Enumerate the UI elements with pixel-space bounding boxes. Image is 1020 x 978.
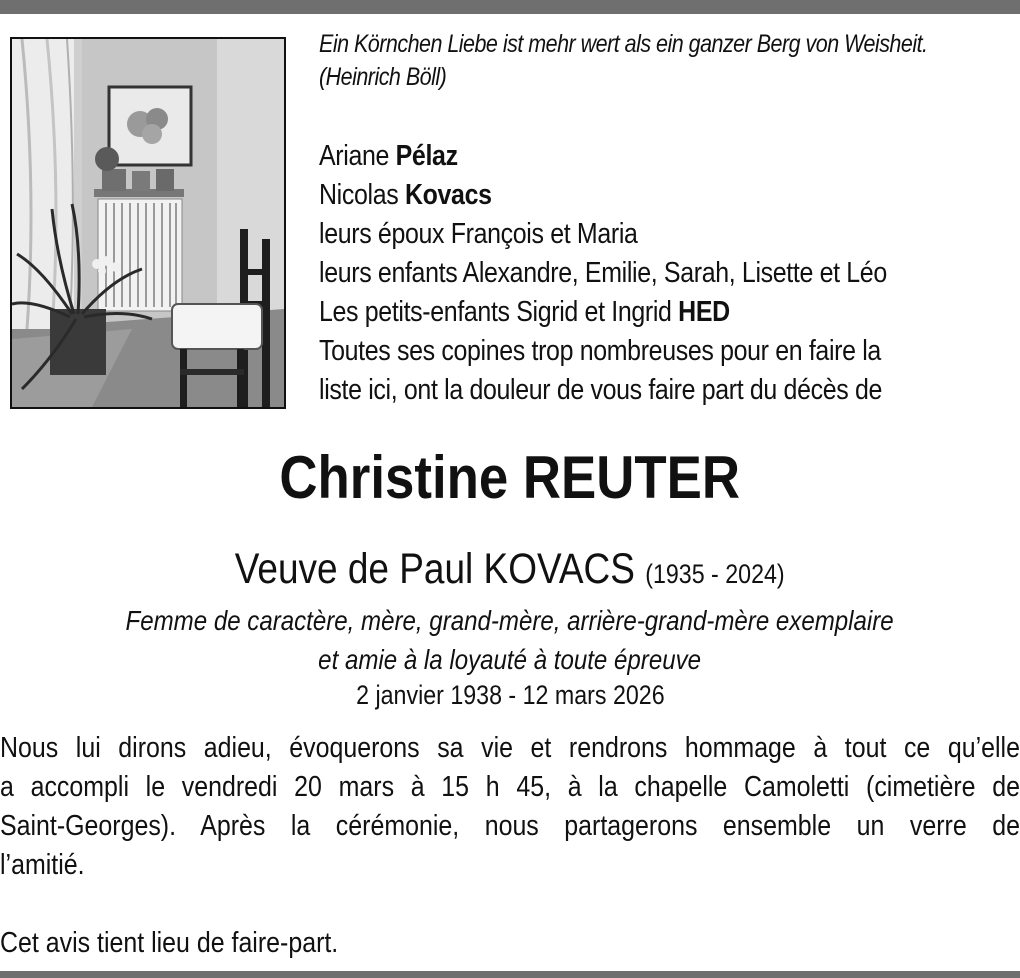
deceased-name-text: Christine REUTER bbox=[279, 444, 741, 511]
paragraph-line: Saint-Georges). Après la cérémonie, nous partagerons ensemble un verre de bbox=[0, 810, 1020, 842]
interior-photo-icon bbox=[12, 39, 284, 407]
given-name: Nicolas bbox=[319, 179, 399, 211]
family-list bbox=[319, 137, 1007, 410]
life-dates bbox=[0, 677, 1020, 713]
paragraph-line: l’amitié. bbox=[0, 849, 85, 881]
family-line: leurs enfants Alexandre, Emilie, Sarah, Lisette et Léo bbox=[319, 257, 887, 289]
notice-line bbox=[0, 924, 1020, 963]
description bbox=[0, 601, 1020, 679]
epigraph-quote bbox=[319, 28, 1007, 94]
ceremony-paragraph bbox=[0, 729, 1020, 885]
life-dates-text: 2 janvier 1938 - 12 mars 2026 bbox=[355, 680, 665, 710]
paragraph-line: Nous lui dirons adieu, évoquerons sa vie et rendrons hommage à tout ce qu’elle bbox=[0, 732, 1020, 764]
family-line: Toutes ses copines trop nombreuses pour en faire la bbox=[319, 335, 881, 367]
family-line: liste ici, ont la douleur de vous faire part du décès de bbox=[319, 374, 883, 406]
quote-author: (Heinrich Böll) bbox=[319, 63, 447, 91]
widow-line bbox=[0, 543, 1020, 600]
family-line: leurs époux François et Maria bbox=[319, 218, 638, 250]
paragraph-line: a accompli le vendredi 20 mars à 15 h 45, à la chapelle Camoletti (cimetière de bbox=[0, 771, 1020, 803]
family-line bbox=[319, 293, 1007, 332]
description-line: et amie à la loyauté à toute épreuve bbox=[318, 644, 702, 675]
grandchildren-text: Les petits-enfants Sigrid et Ingrid bbox=[319, 296, 672, 328]
bottom-rule bbox=[0, 971, 1020, 978]
deceased-name bbox=[0, 443, 1020, 513]
family-line bbox=[319, 137, 1007, 176]
widow-line-inner bbox=[235, 543, 785, 600]
top-rule bbox=[0, 0, 1020, 14]
announcement-column bbox=[319, 28, 1019, 410]
given-name: Ariane bbox=[319, 140, 390, 172]
quote-text: Ein Körnchen Liebe ist mehr wert als ein ganzer Berg von Weisheit. bbox=[319, 30, 928, 58]
description-line: Femme de caractère, mère, grand-mère, arrière-grand-mère exemplaire bbox=[125, 605, 895, 636]
surname: Kovacs bbox=[404, 179, 492, 211]
notice-text: Cet avis tient lieu de faire-part. bbox=[0, 927, 339, 959]
surname: HED bbox=[678, 296, 730, 328]
description-inner bbox=[126, 601, 894, 679]
surname: Pélaz bbox=[395, 140, 458, 172]
widow-of-text: Veuve de Paul KOVACS bbox=[235, 545, 636, 593]
memorial-photo bbox=[10, 37, 286, 409]
spouse-years: (1935 - 2024) bbox=[645, 559, 785, 589]
family-line bbox=[319, 176, 1007, 215]
